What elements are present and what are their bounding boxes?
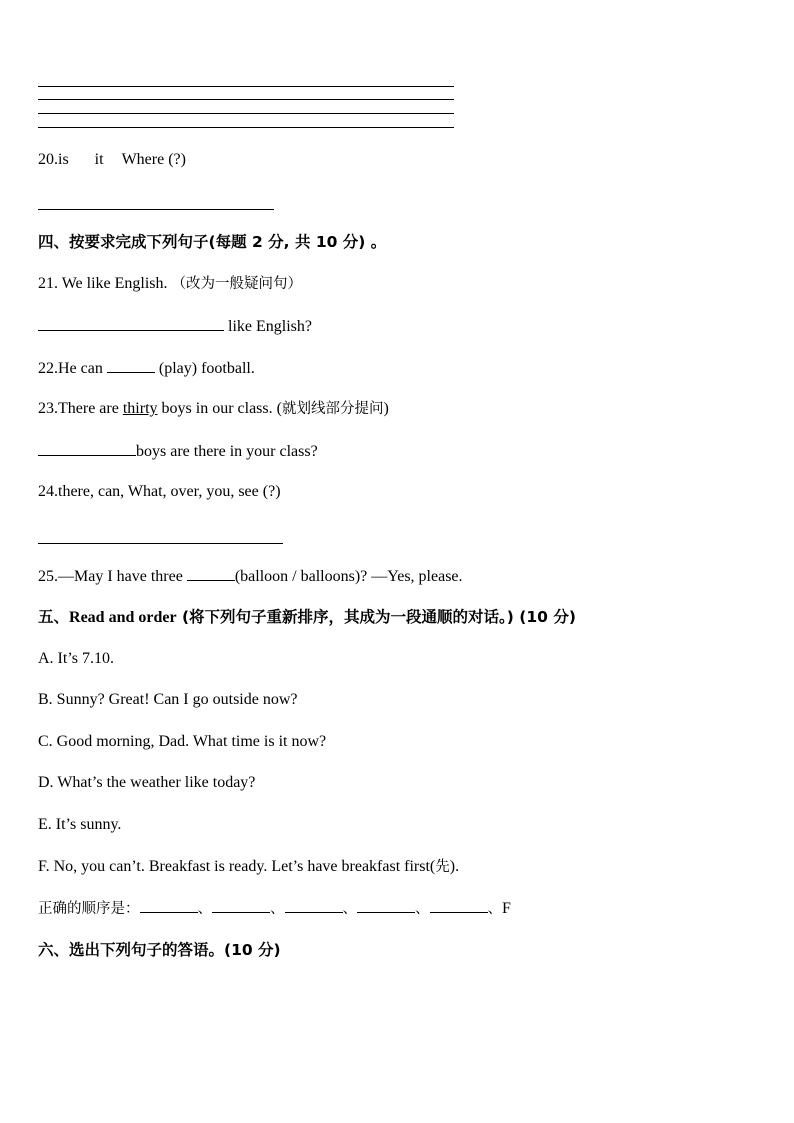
q21-answer-tail: like English? bbox=[228, 318, 312, 335]
question-20 bbox=[38, 150, 186, 170]
q23-pre: 23.There are bbox=[38, 400, 123, 417]
answer-line[interactable] bbox=[38, 99, 454, 100]
question-24: 24.there, can, What, over, you, see (?) bbox=[38, 483, 281, 500]
q23-underlined-word: thirty bbox=[122, 400, 158, 417]
order-answer bbox=[38, 898, 511, 919]
q21-blank[interactable] bbox=[38, 316, 224, 331]
section-5-number: 五、 bbox=[38, 608, 70, 626]
q21-instruction: （改为一般疑问句） bbox=[171, 276, 303, 292]
q25-post: (balloon / balloons)? —Yes, please. bbox=[234, 568, 463, 585]
option-f-close: ). bbox=[449, 858, 460, 875]
answer-line[interactable] bbox=[38, 127, 454, 128]
q20-word: Where (?) bbox=[121, 151, 186, 168]
section-6-heading: 六、选出下列句子的答语。(10 分) bbox=[38, 941, 281, 959]
order-separator: 、 bbox=[342, 901, 357, 917]
order-separator: 、 bbox=[197, 901, 212, 917]
q24-answer-blank[interactable] bbox=[38, 543, 283, 544]
order-label: 正确的顺序是： bbox=[38, 901, 140, 917]
answer-line[interactable] bbox=[38, 113, 454, 114]
order-separator: 、 bbox=[270, 901, 285, 917]
q23-answer-tail: boys are there in your class? bbox=[136, 443, 318, 460]
order-blank[interactable] bbox=[212, 898, 270, 913]
q23-close: ) bbox=[383, 400, 389, 417]
option-f bbox=[38, 857, 459, 877]
q23-answer bbox=[38, 441, 318, 462]
order-blank[interactable] bbox=[357, 898, 415, 913]
question-21 bbox=[38, 274, 302, 294]
option-f-text: F. No, you can’t. Breakfast is ready. Let’s have breakfast first( bbox=[38, 858, 436, 875]
option-d: D. What’s the weather like today? bbox=[38, 774, 256, 791]
option-a: A. It’s 7.10. bbox=[38, 650, 114, 667]
option-f-cn: 先 bbox=[435, 859, 450, 875]
q25-blank[interactable] bbox=[187, 566, 235, 581]
q20-number: 20. bbox=[38, 151, 58, 168]
question-25 bbox=[38, 566, 463, 587]
section-4-heading: 四、按要求完成下列句子(每题 2 分, 共 10 分) 。 bbox=[38, 233, 387, 251]
option-e: E. It’s sunny. bbox=[38, 816, 122, 833]
section-5-heading bbox=[38, 607, 576, 628]
q21-answer bbox=[38, 316, 312, 337]
question-23 bbox=[38, 399, 389, 419]
q22-blank[interactable] bbox=[107, 358, 155, 373]
section-5-instruction: (将下列句子重新排序，其成为一段通顺的对话。) (10 分) bbox=[176, 608, 576, 626]
q22-post: (play) football. bbox=[158, 360, 255, 377]
q23-blank[interactable] bbox=[38, 441, 136, 456]
order-blank[interactable] bbox=[430, 898, 488, 913]
question-22 bbox=[38, 358, 255, 379]
q23-post: boys in our class. ( bbox=[157, 400, 282, 417]
answer-line[interactable] bbox=[38, 86, 454, 87]
order-separator: 、 bbox=[487, 901, 502, 917]
order-blank[interactable] bbox=[140, 898, 198, 913]
section-5-title-en: Read and order bbox=[69, 609, 177, 626]
order-separator: 、 bbox=[415, 901, 430, 917]
q21-prompt: 21. We like English. bbox=[38, 275, 168, 292]
option-b: B. Sunny? Great! Can I go outside now? bbox=[38, 691, 298, 708]
order-blank[interactable] bbox=[285, 898, 343, 913]
q25-pre: 25.—May I have three bbox=[38, 568, 183, 585]
q22-pre: 22.He can bbox=[38, 360, 103, 377]
q20-word: it bbox=[94, 151, 104, 168]
q20-answer-blank[interactable] bbox=[38, 209, 274, 210]
q20-word: is bbox=[58, 151, 69, 168]
q23-instruction: 就划线部分提问 bbox=[281, 401, 384, 417]
order-last: F bbox=[502, 900, 511, 917]
option-c: C. Good morning, Dad. What time is it now? bbox=[38, 733, 327, 750]
